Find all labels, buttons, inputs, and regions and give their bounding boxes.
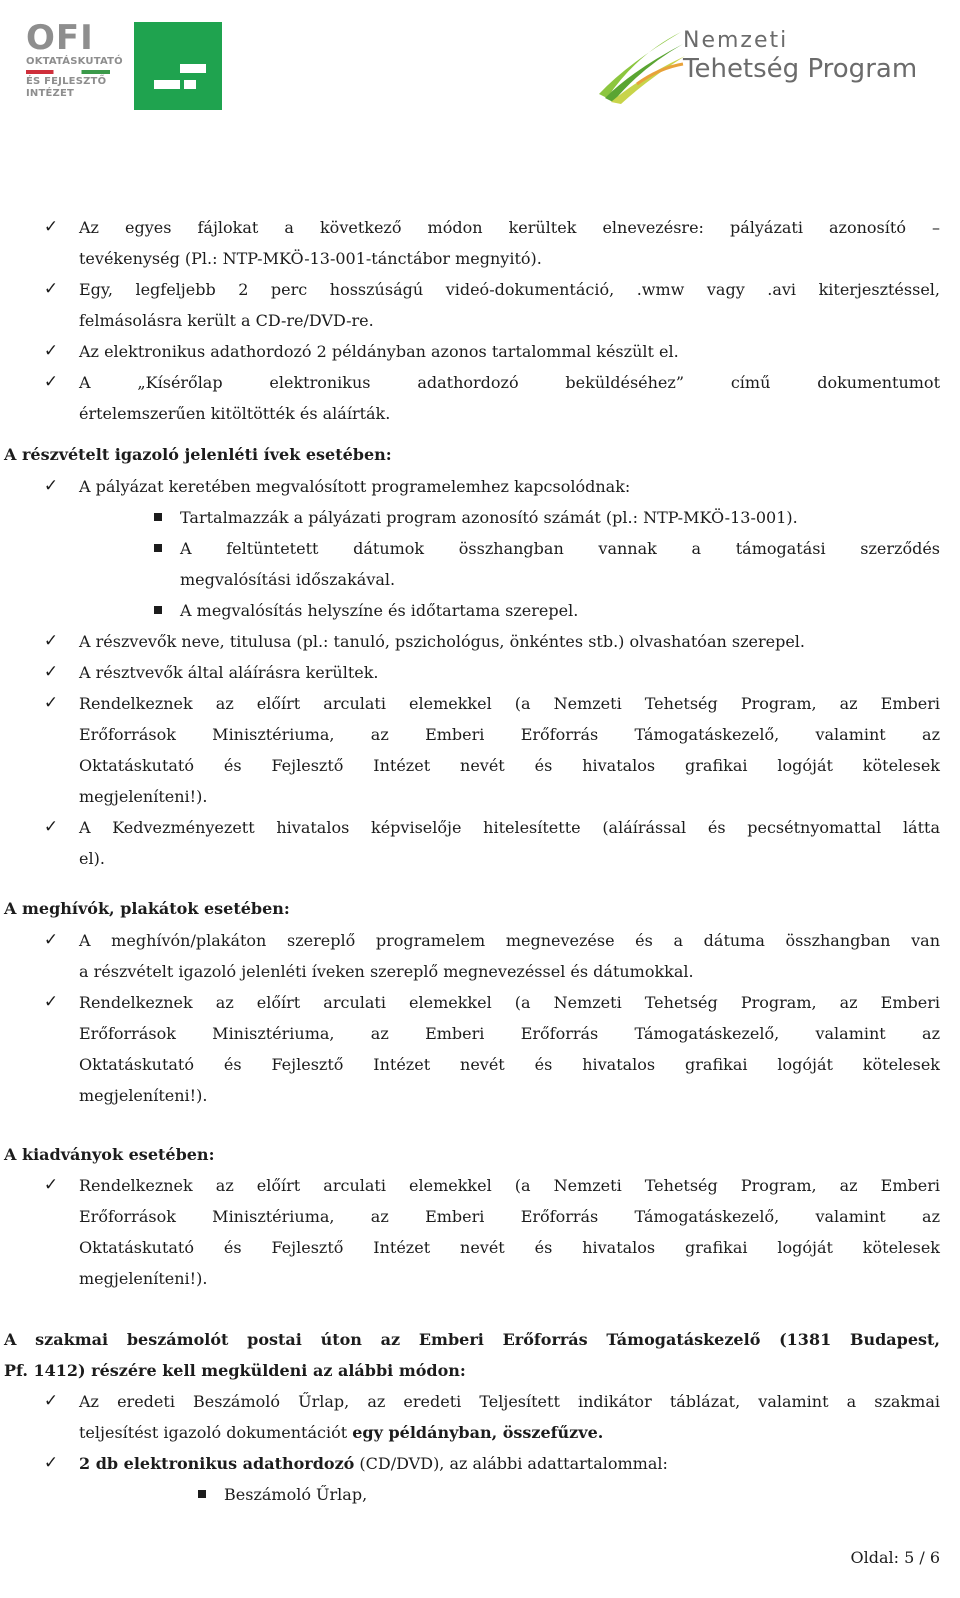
list-item-text: A „Kísérőlap elektronikus adathordozó beküldéséhez” című dokumentumot bbox=[79, 373, 940, 392]
list-item-text bbox=[79, 1448, 940, 1479]
ofi-logo-line2: ÉS FEJLESZTŐ bbox=[26, 76, 107, 87]
list-item-text: Az elektronikus adathordozó 2 példányban azonos tartalommal készült el. bbox=[79, 342, 679, 361]
list-item-text: megjeleníteni!). bbox=[79, 1269, 208, 1288]
section-heading: A meghívók, plakátok esetében: bbox=[4, 899, 290, 918]
checkmark-icon: ✓ bbox=[43, 341, 59, 361]
ofi-logo-line3: INTÉZET bbox=[26, 88, 75, 99]
ntp-logo bbox=[597, 24, 937, 104]
list-item-text: Rendelkeznek az előírt arculati elemekkel (a Nemzeti Tehetség Program, az Emberi bbox=[79, 993, 940, 1012]
list-item-text: A Kedvezményezett hivatalos képviselője hitelesítette (aláírással és pecsétnyomattal látta bbox=[79, 818, 940, 837]
section-heading: A kiadványok esetében: bbox=[4, 1145, 215, 1164]
list-item-text-part: teljesítést igazoló dokumentációt bbox=[79, 1423, 353, 1442]
list-item-text: Erőforrások Minisztériuma, az Emberi Erőforrás Támogatáskezelő, valamint az bbox=[79, 725, 940, 744]
list-item-text: Oktatáskutató és Fejlesztő Intézet nevét és hivatalos grafikai logóját kötelesek bbox=[79, 1055, 940, 1074]
checkmark-icon: ✓ bbox=[43, 992, 59, 1012]
list-item-text: Erőforrások Minisztériuma, az Emberi Erőforrás Támogatáskezelő, valamint az bbox=[79, 1207, 940, 1226]
checkmark-icon: ✓ bbox=[43, 662, 59, 682]
checkmark-icon: ✓ bbox=[43, 1175, 59, 1195]
list-item-text: Az eredeti Beszámoló Űrlap, az eredeti Teljesített indikátor táblázat, valamint a szakmai bbox=[79, 1392, 940, 1411]
section-heading: A szakmai beszámolót postai úton az Emberi Erőforrás Támogatáskezelő (1381 Budapest, bbox=[4, 1330, 940, 1349]
list-item-text bbox=[79, 1417, 940, 1448]
checkmark-icon: ✓ bbox=[43, 631, 59, 651]
list-item-text: A meghívón/plakáton szereplő programelem megnevezése és a dátuma összhangban van bbox=[79, 931, 940, 950]
checkmark-icon: ✓ bbox=[43, 217, 59, 237]
list-item-text: a részvételt igazoló jelenléti íveken szereplő megnevezéssel és dátumokkal. bbox=[79, 962, 694, 981]
list-item-text: Rendelkeznek az előírt arculati elemekkel (a Nemzeti Tehetség Program, az Emberi bbox=[79, 1176, 940, 1195]
ofi-mark-icon bbox=[134, 22, 222, 110]
list-item-text: A részvevők neve, titulusa (pl.: tanuló, pszichológus, önkéntes stb.) olvashatóan szerepel. bbox=[79, 632, 806, 651]
checkmark-icon: ✓ bbox=[43, 279, 59, 299]
ntp-logo-line1: Nemzeti bbox=[683, 28, 789, 53]
hungarian-flag-stripe bbox=[26, 70, 110, 74]
list-item-text: megjeleníteni!). bbox=[79, 1086, 208, 1105]
list-item-text: megvalósítási időszakával. bbox=[180, 570, 396, 589]
ofi-logo bbox=[26, 20, 226, 112]
list-item-text-bold: 2 db elektronikus adathordozó bbox=[79, 1454, 355, 1473]
list-item-text: értelemszerűen kitöltötték és aláírták. bbox=[79, 404, 391, 423]
checkmark-icon: ✓ bbox=[43, 1453, 59, 1473]
ntp-logo-line2: Tehetség Program bbox=[683, 54, 918, 84]
list-item-text: felmásolásra került a CD-re/DVD-re. bbox=[79, 311, 374, 330]
checkmark-icon: ✓ bbox=[43, 1391, 59, 1411]
list-item-text-part: (CD/DVD), az alábbi adattartalommal: bbox=[354, 1454, 668, 1473]
list-item-text: Erőforrások Minisztériuma, az Emberi Erőforrás Támogatáskezelő, valamint az bbox=[79, 1024, 940, 1043]
ofi-logo-line1: OKTATÁSKUTATÓ bbox=[26, 56, 123, 67]
checkmark-icon: ✓ bbox=[43, 930, 59, 950]
checkmark-icon: ✓ bbox=[43, 372, 59, 392]
page-number: Oldal: 5 / 6 bbox=[850, 1548, 940, 1567]
ntp-swoosh-icon bbox=[597, 24, 687, 104]
checkmark-icon: ✓ bbox=[43, 817, 59, 837]
list-item-text: Oktatáskutató és Fejlesztő Intézet nevét és hivatalos grafikai logóját kötelesek bbox=[79, 1238, 940, 1257]
list-item-text: A megvalósítás helyszíne és időtartama szerepel. bbox=[180, 601, 579, 620]
section-heading-continuation: Pf. 1412) részére kell megküldeni az alábbi módon: bbox=[4, 1361, 466, 1380]
list-item-text-bold: egy példányban, összefűzve. bbox=[352, 1423, 604, 1442]
ofi-logo-big: OFI bbox=[26, 18, 94, 58]
checkmark-icon: ✓ bbox=[43, 693, 59, 713]
list-item-text: Oktatáskutató és Fejlesztő Intézet nevét és hivatalos grafikai logóját kötelesek bbox=[79, 756, 940, 775]
list-item-text: Egy, legfeljebb 2 perc hosszúságú videó-dokumentáció, .wmw vagy .avi kiterjesztéssel, bbox=[79, 280, 940, 299]
list-item-text: A résztvevők által aláírásra kerültek. bbox=[79, 663, 379, 682]
list-item-text: A pályázat keretében megvalósított programelemhez kapcsolódnak: bbox=[79, 477, 631, 496]
list-item-text: Tartalmazzák a pályázati program azonosító számát (pl.: NTP-MKÖ-13-001). bbox=[180, 508, 798, 527]
checkmark-icon: ✓ bbox=[43, 476, 59, 496]
ofi-logo-mark bbox=[134, 22, 222, 110]
list-item-text: Az egyes fájlokat a következő módon kerültek elnevezésre: pályázati azonosító – bbox=[79, 218, 940, 237]
list-item-text: A feltüntetett dátumok összhangban vannak a támogatási szerződés bbox=[180, 539, 940, 558]
list-item-text: Rendelkeznek az előírt arculati elemekkel (a Nemzeti Tehetség Program, az Emberi bbox=[79, 694, 940, 713]
list-item-text: tevékenység (Pl.: NTP-MKÖ-13-001-tánctábor megnyitó). bbox=[79, 249, 542, 268]
list-item-text: el). bbox=[79, 849, 105, 868]
list-item-text: Beszámoló Űrlap, bbox=[224, 1485, 368, 1504]
section-heading: A részvételt igazoló jelenléti ívek esetében: bbox=[4, 445, 392, 464]
list-item-text: megjeleníteni!). bbox=[79, 787, 208, 806]
ofi-logo-text bbox=[26, 20, 124, 100]
